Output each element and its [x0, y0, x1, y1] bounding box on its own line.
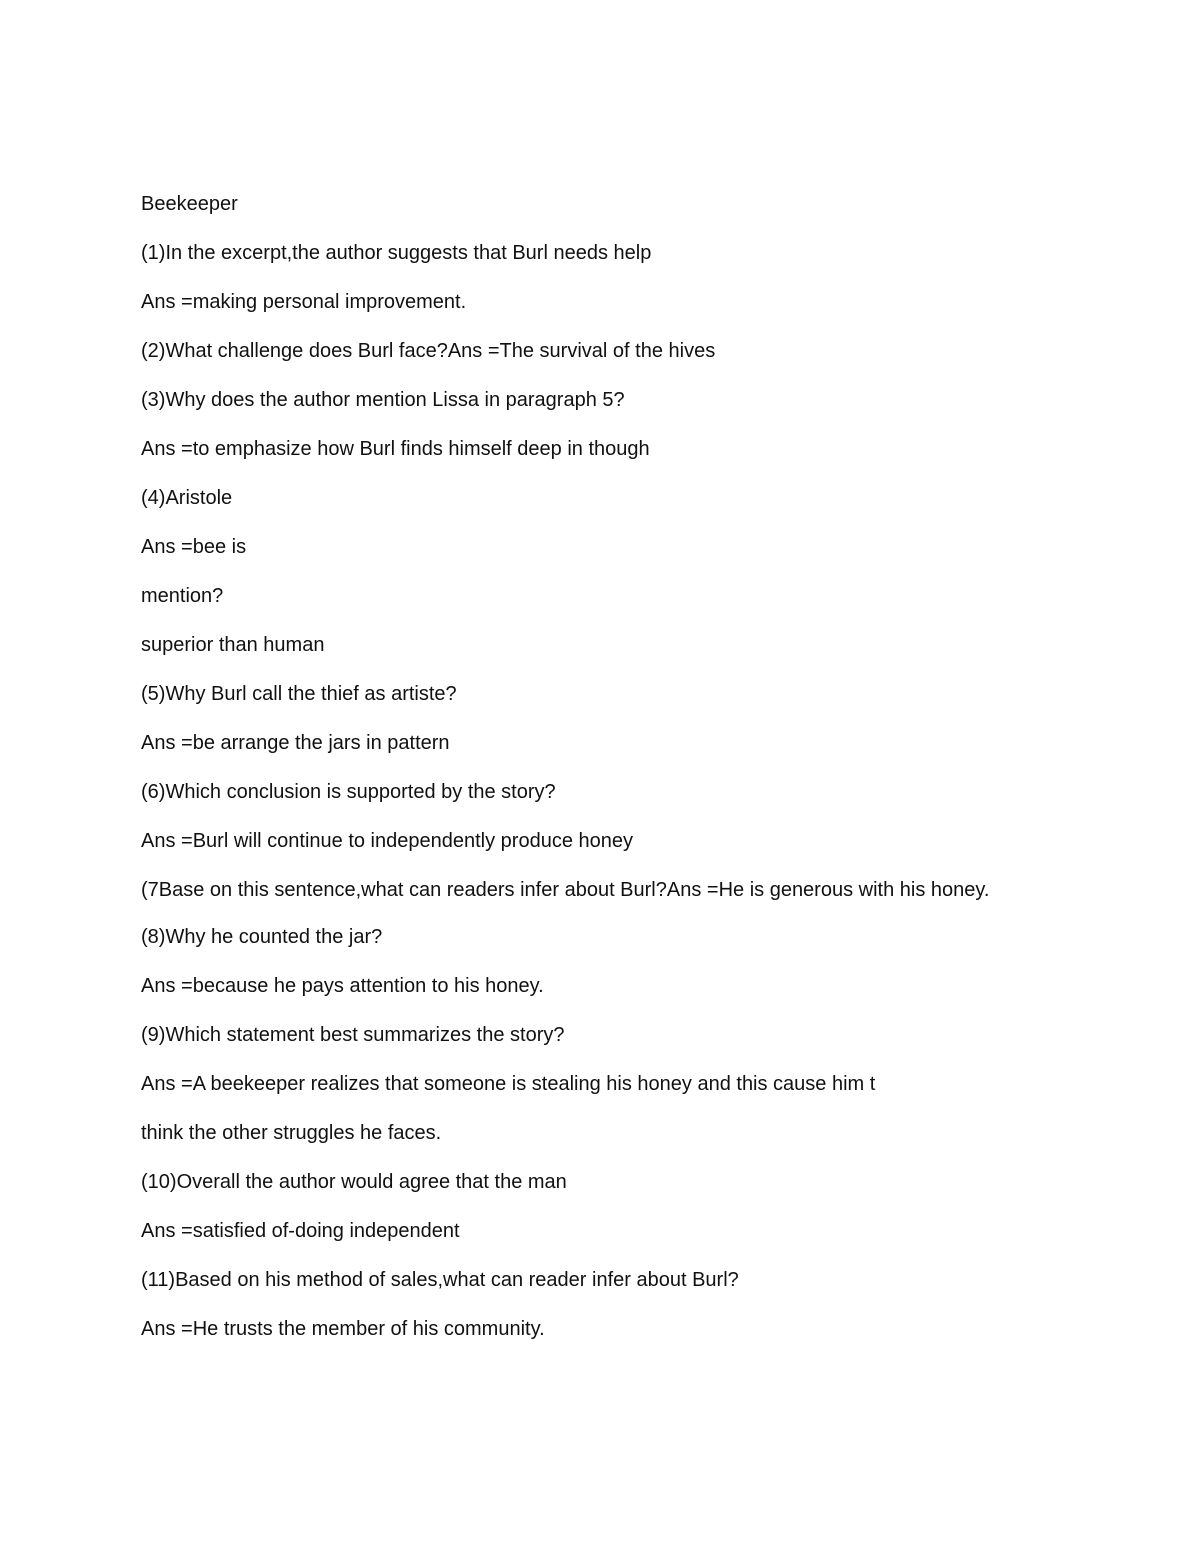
answer-9: Ans =A beekeeper realizes that someone is stealing his honey and this cause him t: [141, 1073, 876, 1095]
question-2: (2)What challenge does Burl face?Ans =The survival of the hives: [141, 340, 716, 362]
answer-1: Ans =making personal improvement.: [141, 291, 467, 313]
question-10: (10)Overall the author would agree that the man: [141, 1171, 567, 1193]
answer-9-continued: think the other struggles he faces.: [141, 1122, 442, 1144]
document-body: [141, 190, 1041, 1364]
question-4: (4)Aristole: [141, 487, 233, 509]
question-3: (3)Why does the author mention Lissa in paragraph 5?: [141, 389, 625, 411]
document-title: Beekeeper: [141, 193, 238, 215]
question-8: (8)Why he counted the jar?: [141, 926, 383, 948]
answer-4-line-3: superior than human: [141, 634, 325, 656]
answer-11: Ans =He trusts the member of his community.: [141, 1318, 545, 1340]
answer-8: Ans =because he pays attention to his honey.: [141, 975, 544, 997]
answer-3: Ans =to emphasize how Burl finds himself deep in though: [141, 438, 650, 460]
answer-4-line-2: mention?: [141, 585, 224, 607]
question-11: (11)Based on his method of sales,what can reader infer about Burl?: [141, 1269, 739, 1291]
answer-6: Ans =Burl will continue to independently produce honey: [141, 830, 633, 852]
answer-10: Ans =satisfied of-doing independent: [141, 1220, 460, 1242]
question-9: (9)Which statement best summarizes the story?: [141, 1024, 565, 1046]
question-6: (6)Which conclusion is supported by the story?: [141, 781, 556, 803]
question-7: (7Base on this sentence,what can readers infer about Burl?Ans =He is generous with his honey.: [141, 879, 990, 901]
answer-4: Ans =bee is: [141, 536, 247, 558]
answer-5: Ans =be arrange the jars in pattern: [141, 732, 450, 754]
question-5: (5)Why Burl call the thief as artiste?: [141, 683, 457, 705]
question-1: (1)In the excerpt,the author suggests that Burl needs help: [141, 242, 652, 264]
